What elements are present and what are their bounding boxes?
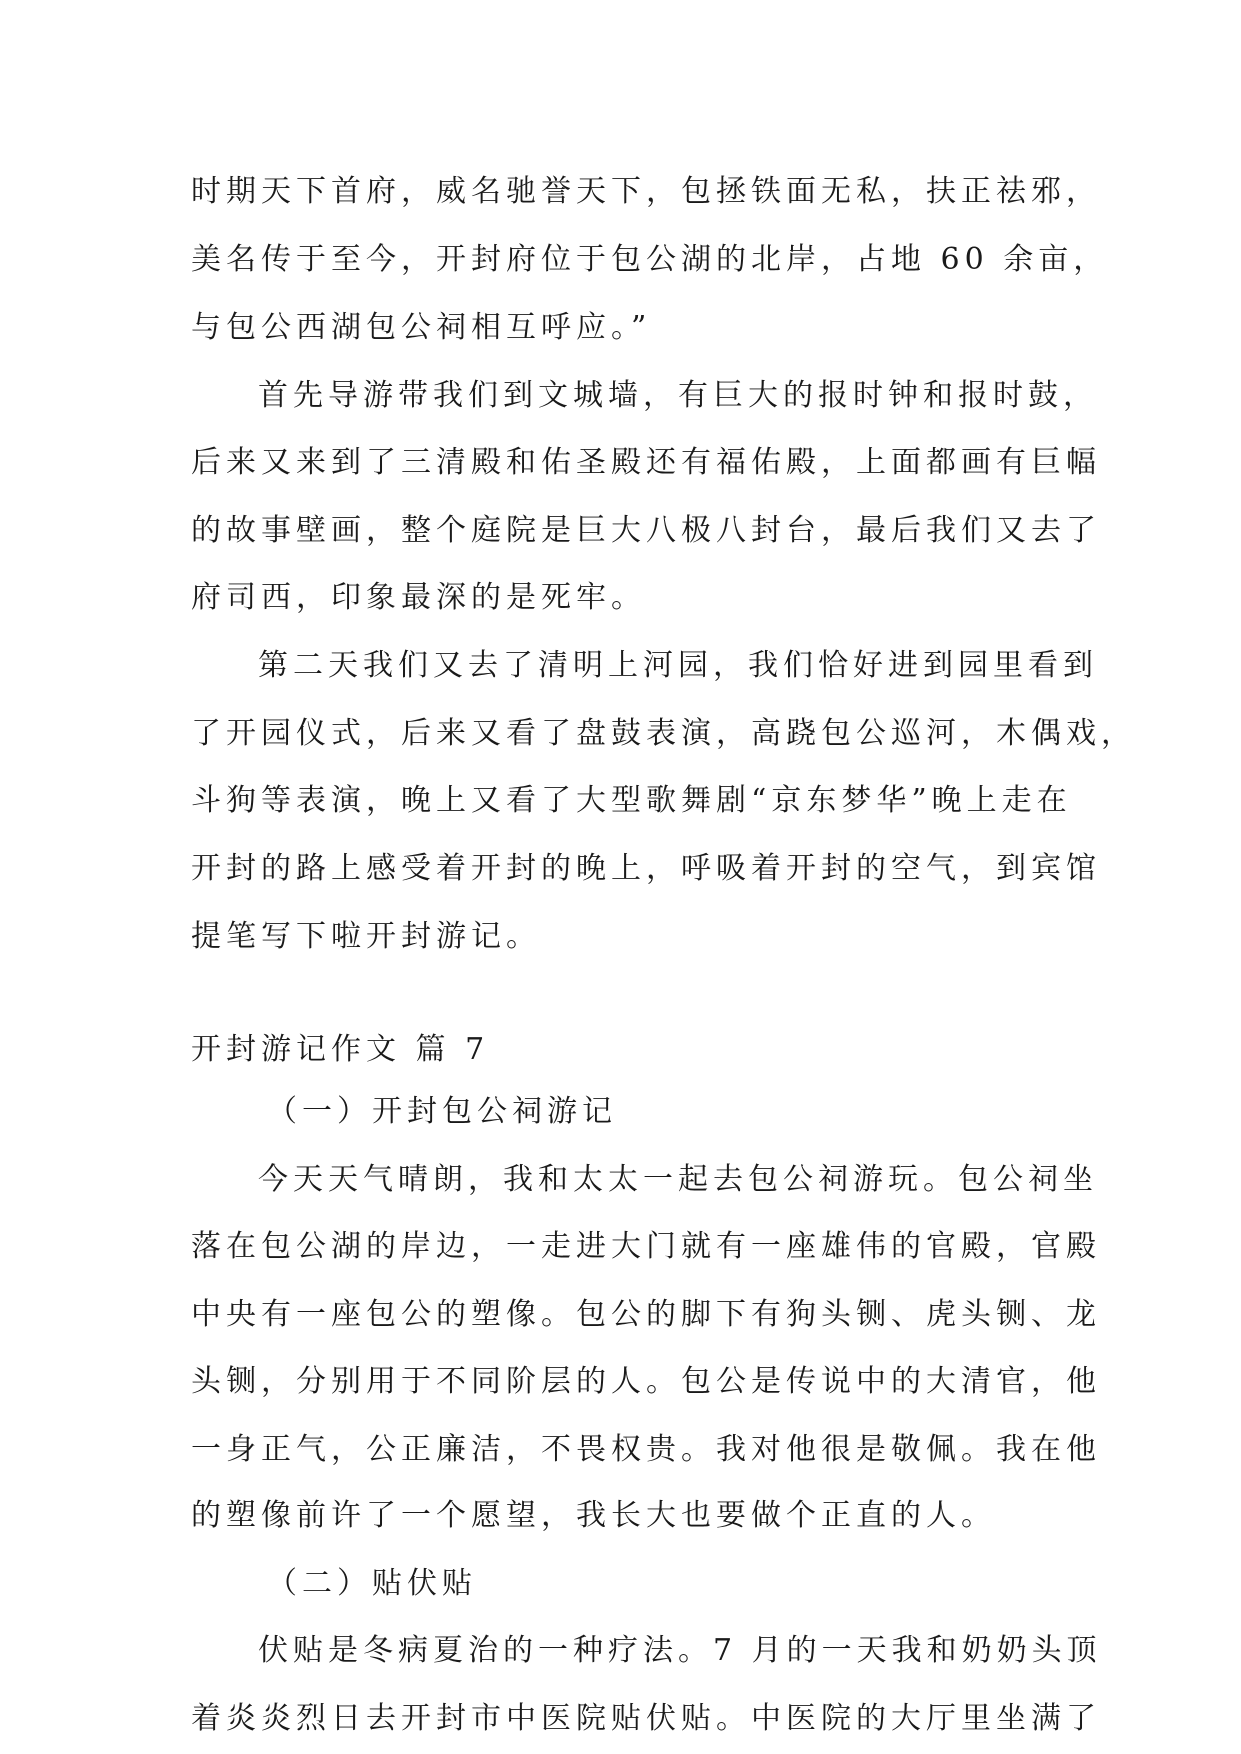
paragraph-line: 府司西，印象最深的是死牢。 xyxy=(191,580,646,615)
paragraph-line: 伏贴是冬病夏治的一种疗法。7 月的一天我和奶奶头顶 xyxy=(258,1633,1102,1668)
subsection-heading: （一）开封包公祠游记 xyxy=(267,1094,617,1129)
paragraph-line: 提笔写下啦开封游记。 xyxy=(191,919,541,954)
paragraph-line: 美名传于至今，开封府位于包公湖的北岸，占地 60 余亩， xyxy=(191,242,1109,277)
paragraph-line: 开封的路上感受着开封的晚上，呼吸着开封的空气，到宾馆 xyxy=(191,851,1101,886)
paragraph-line: 中央有一座包公的塑像。包公的脚下有狗头铡、虎头铡、龙 xyxy=(191,1297,1101,1332)
paragraph-line: 落在包公湖的岸边，一走进大门就有一座雄伟的官殿，官殿 xyxy=(191,1229,1101,1264)
section-heading: 开封游记作文 篇 7 xyxy=(191,1032,490,1067)
paragraph-line: 首先导游带我们到文城墙，有巨大的报时钟和报时鼓， xyxy=(258,378,1098,413)
paragraph-line: 与包公西湖包公祠相互呼应。” xyxy=(191,310,652,345)
paragraph-line: 头铡，分别用于不同阶层的人。包公是传说中的大清官，他 xyxy=(191,1364,1101,1399)
paragraph-line: 的塑像前许了一个愿望，我长大也要做个正直的人。 xyxy=(191,1498,996,1533)
subsection-heading: （二）贴伏贴 xyxy=(267,1566,477,1601)
paragraph-line: 一身正气，公正廉洁，不畏权贵。我对他很是敬佩。我在他 xyxy=(191,1432,1101,1467)
paragraph-line: 今天天气晴朗，我和太太一起去包公祠游玩。包公祠坐 xyxy=(258,1162,1098,1197)
paragraph-line: 斗狗等表演，晚上又看了大型歌舞剧“京东梦华”晚上走在 xyxy=(191,783,1072,818)
paragraph-line: 着炎炎烈日去开封市中医院贴伏贴。中医院的大厅里坐满了 xyxy=(191,1701,1101,1736)
paragraph-line: 时期天下首府，威名驰誉天下，包拯铁面无私，扶正祛邪， xyxy=(191,174,1101,209)
paragraph-line: 的故事壁画，整个庭院是巨大八极八封台，最后我们又去了 xyxy=(191,513,1101,548)
paragraph-line: 后来又来到了三清殿和佑圣殿还有福佑殿，上面都画有巨幅 xyxy=(191,445,1101,480)
paragraph-line: 第二天我们又去了清明上河园，我们恰好进到园里看到 xyxy=(258,648,1098,683)
paragraph-line: 了开园仪式，后来又看了盘鼓表演，高跷包公巡河，木偶戏， xyxy=(191,716,1136,751)
